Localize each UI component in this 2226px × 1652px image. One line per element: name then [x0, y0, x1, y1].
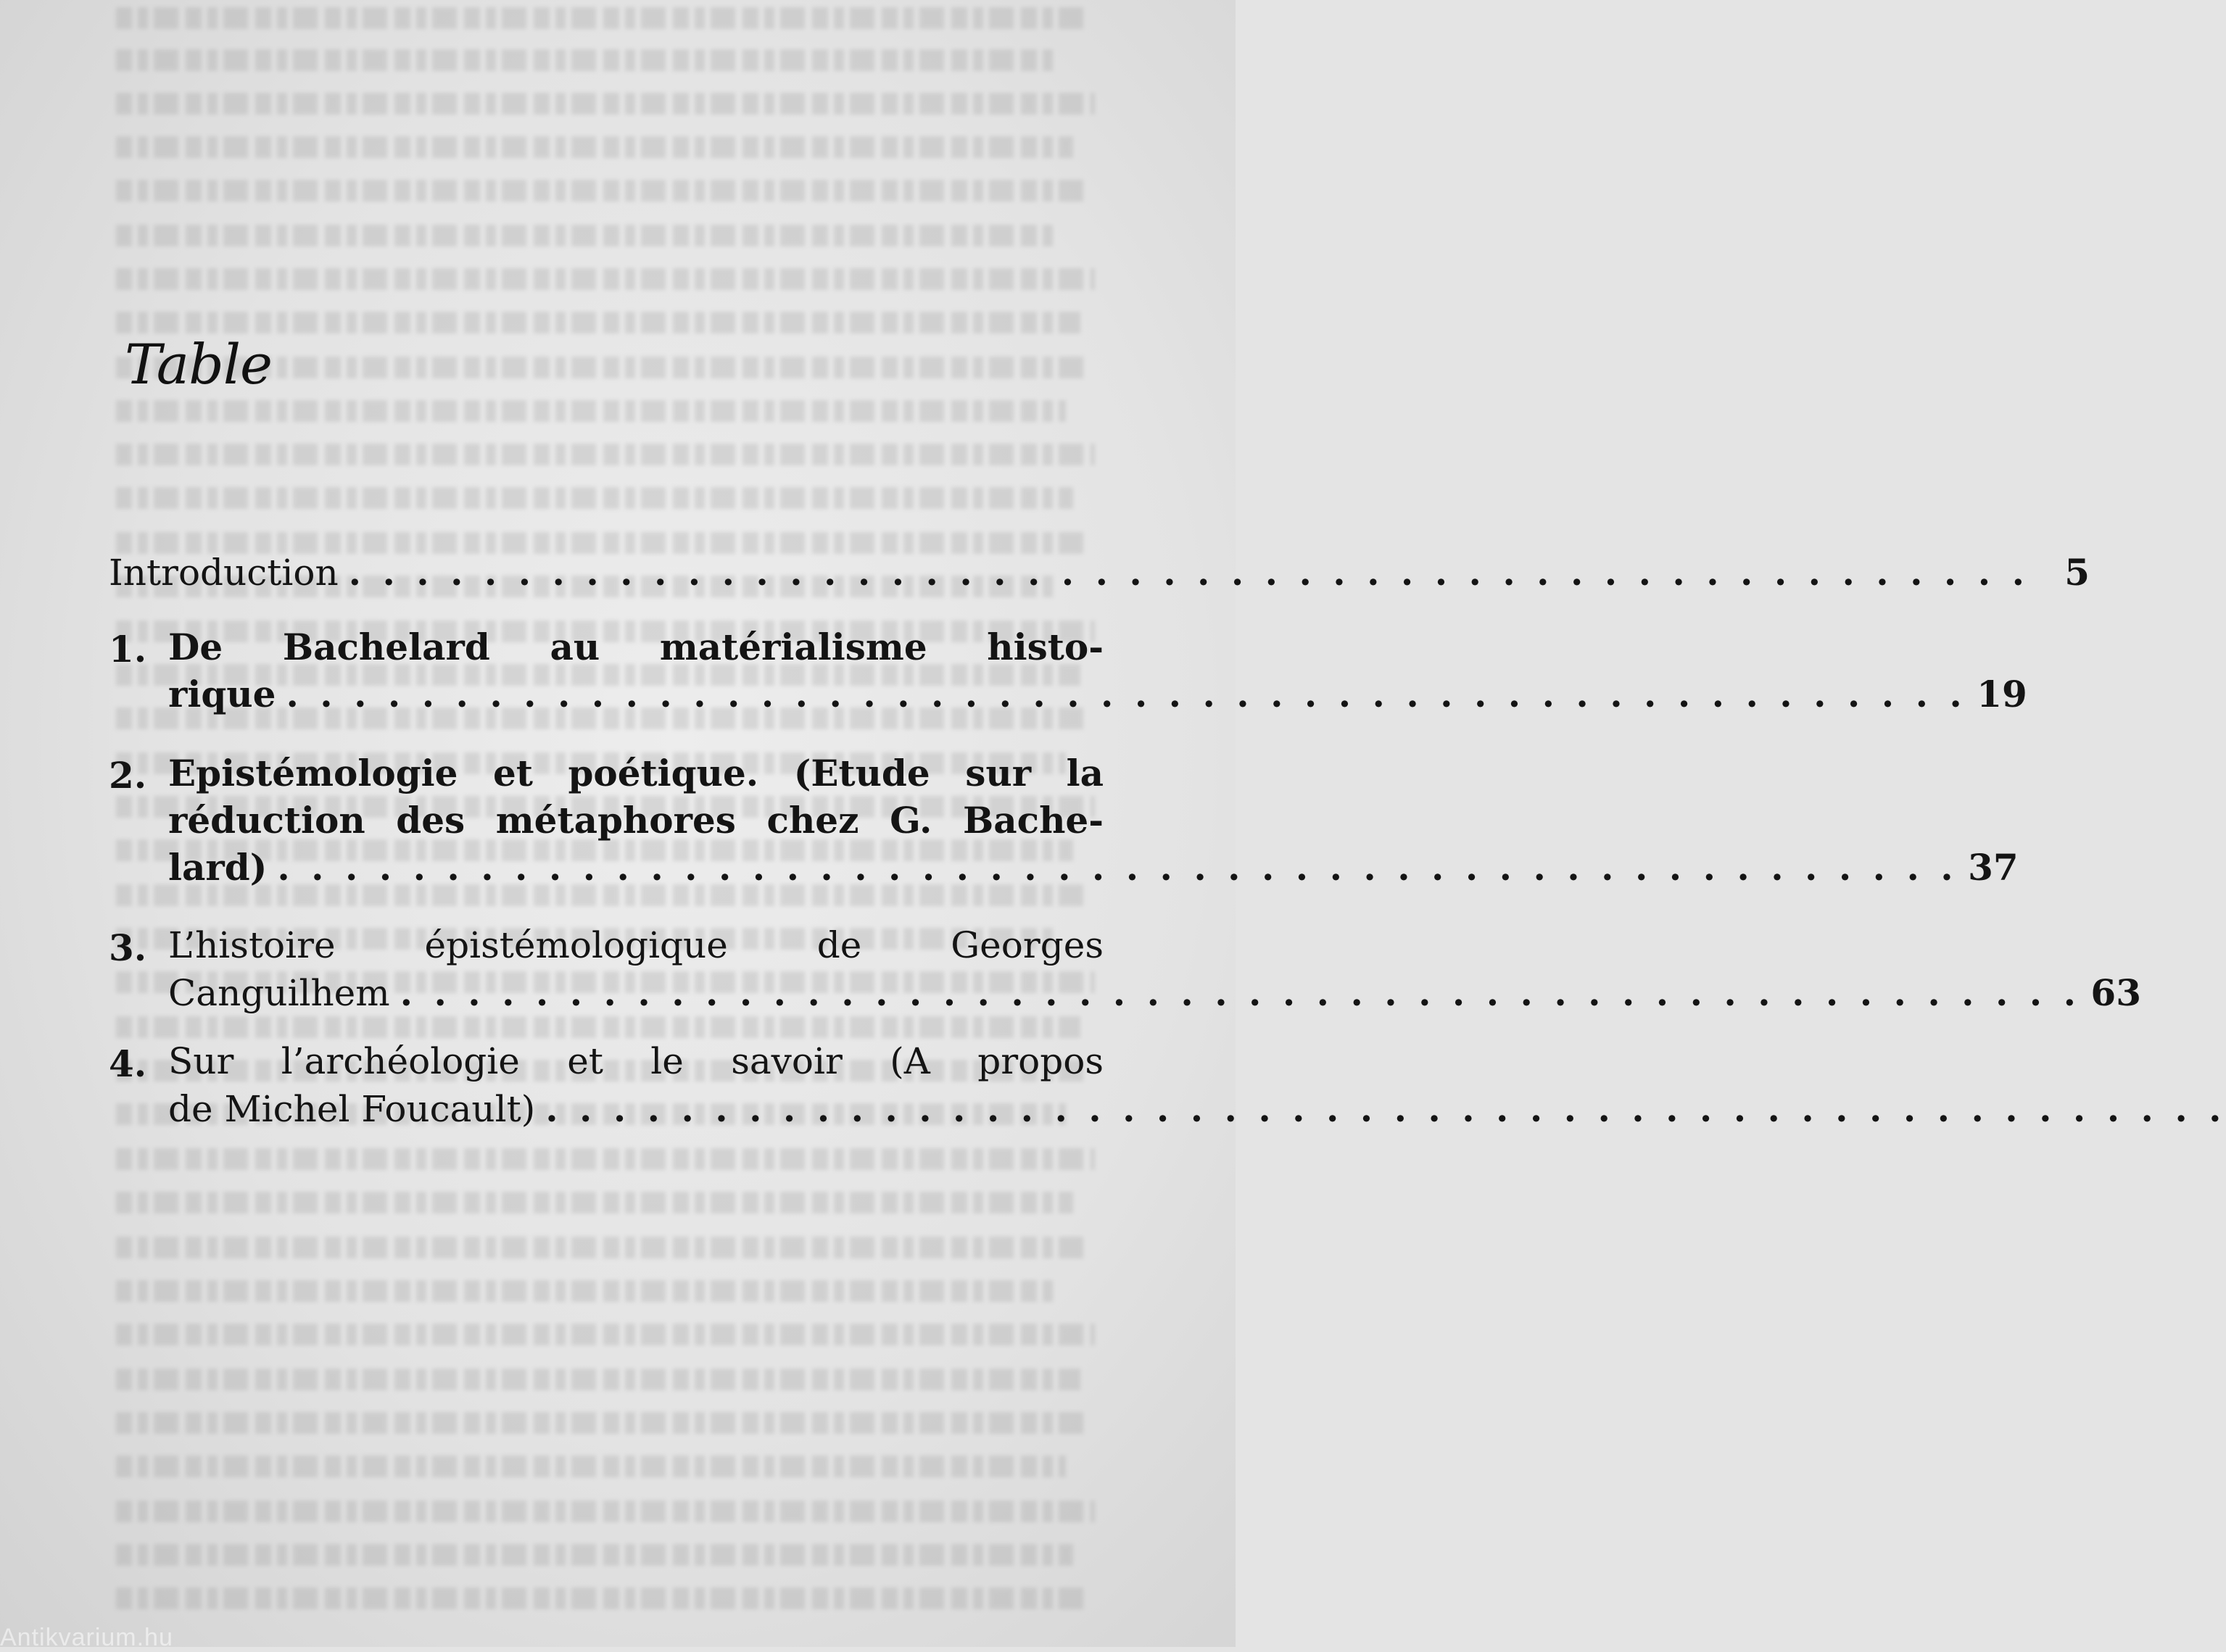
toc-page-number: 5 — [2064, 551, 2090, 594]
toc-page-number: 37 — [1968, 846, 2019, 889]
toc-page-number: 63 — [2090, 971, 2141, 1014]
toc-entry-number: 2. — [109, 754, 147, 797]
toc-entry-title: Introduction — [109, 552, 339, 594]
toc-entry-title-line: Canguilhem — [168, 972, 390, 1014]
toc-entry-number: 4. — [109, 1042, 147, 1085]
page-heading: Table — [125, 332, 273, 397]
toc-page-number: 19 — [1977, 673, 2027, 715]
toc-entry-title-line: L’histoire épistémologique de Georges — [168, 924, 1104, 966]
toc-entry-number: 3. — [109, 926, 147, 969]
dot-leader: . . . . . . . . . . . . . . . . . . . . . . . . . . . . . . . . . . . . . . . . . . . . . . . . . . — [286, 673, 1966, 715]
dot-leader: . . . . . . . . . . . . . . . . . . . . . . . . . . . . . . . . . . . . . . . . . . . . . . . . . . — [545, 1087, 2226, 1130]
dot-leader: . . . . . . . . . . . . . . . . . . . . . . . . . . . . . . . . . . . . . . . . . . . . . . . . . . — [400, 971, 2080, 1014]
toc-entry-title-line: De Bachelard au matérialisme histo- — [168, 626, 1104, 668]
toc-entry-title-line: de Michel Foucault) — [168, 1088, 536, 1130]
toc-entry-introduction[interactable] — [109, 551, 2090, 594]
dot-leader: . . . . . . . . . . . . . . . . . . . . . . . . . . . . . . . . . . . . . . . . . . . . . . . . . . — [348, 551, 2029, 594]
toc-entry-title-line: rique — [168, 673, 276, 715]
dot-leader: . . . . . . . . . . . . . . . . . . . . . . . . . . . . . . . . . . . . . . . . . . . . . . . . . . — [277, 846, 1958, 889]
toc-entry-title-line: réduction des métaphores chez G. Bache- — [168, 799, 1104, 842]
watermark-text: Antikvarium.hu — [0, 1624, 173, 1651]
toc-entry-title-line: Sur l’archéologie et le savoir (A propos — [168, 1040, 1104, 1082]
toc-entry-number: 1. — [109, 628, 147, 671]
toc-entry-title-line: lard) — [168, 846, 268, 889]
toc-entry-title-line: Epistémologie et poétique. (Etude sur la — [168, 752, 1104, 794]
